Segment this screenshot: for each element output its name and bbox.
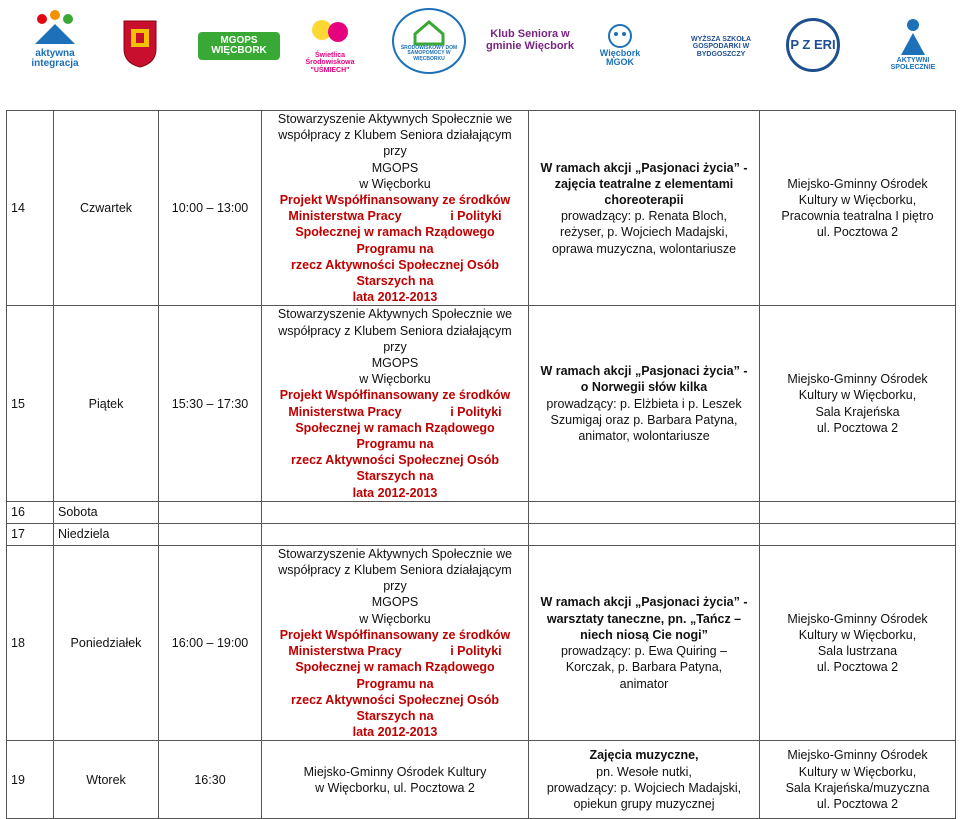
table-row	[7, 501, 956, 523]
project-line: lata 2012-2013	[352, 290, 438, 305]
organizer-line: w Więcborku	[359, 611, 431, 626]
weekday: Czwartek	[54, 111, 159, 306]
mgops-logo	[198, 32, 280, 60]
venue-line: Kultury w Więcborku,	[798, 764, 917, 779]
activity-title-line: W ramach akcji „Pasjonaci życia” -	[540, 364, 748, 379]
venue-line: Kultury w Więcborku,	[798, 193, 917, 208]
activity-title-line: W ramach akcji „Pasjonaci życia” -	[540, 595, 748, 610]
logo-text: WYŻSZA SZKOŁA GOSPODARKI W BYDGOSZCZY	[690, 35, 751, 58]
venue-line: ul. Pocztowa 2	[816, 225, 899, 240]
venue-cell	[760, 545, 956, 740]
logo-text: Świetlica Środowiskowa "UŚMIECH"	[305, 51, 355, 74]
schedule-table	[6, 110, 956, 819]
table-row	[7, 523, 956, 545]
venue-cell	[760, 523, 956, 545]
organizer-line: Stowarzyszenie Aktywnych Społecznie we	[277, 112, 513, 126]
house-icon	[413, 20, 445, 46]
project-line: rzecz Aktywności Społecznej Osób Starszych na	[291, 453, 499, 484]
project-line: Ministerstwa Pracy i Polityki	[288, 644, 502, 659]
project-line: Projekt Współfinansowany ze środków	[279, 388, 511, 403]
day-number: 16	[7, 501, 54, 523]
weekday: Sobota	[54, 501, 159, 523]
weekday: Piątek	[54, 306, 159, 501]
organizer-line: w Więcborku	[359, 176, 431, 191]
activity-detail-line: prowadzący: p. Wojciech Madajski,	[546, 780, 742, 795]
weekday: Poniedziałek	[54, 545, 159, 740]
project-line: Społecznej w ramach Rządowego Programu na	[295, 660, 495, 691]
logo-text: AKTYWNI SPOŁECZNIE	[890, 56, 936, 71]
organizer-line: współpracy z Klubem Seniora działającym przy	[278, 563, 512, 594]
venue-line: Kultury w Więcborku,	[798, 388, 917, 403]
organizer-cell	[262, 306, 529, 501]
time-range: 16:00 – 19:00	[159, 545, 262, 740]
organizer-line: Miejsko-Gminny Ośrodek Kultury	[303, 764, 487, 779]
day-number: 18	[7, 545, 54, 740]
project-line: rzecz Aktywności Społecznej Osób Starszych na	[291, 257, 499, 289]
dom-samopomocy-logo	[392, 8, 466, 74]
organizer-cell	[262, 545, 529, 740]
organizer-line: MGOPS	[371, 160, 419, 175]
organizer-line: w Więcborku	[359, 372, 431, 387]
organizer-cell	[262, 111, 529, 306]
time-range	[159, 501, 262, 523]
logo-text: Klub Seniora w gminie Więcbork	[486, 28, 574, 52]
activity-detail-line: Korczak, p. Barbara Patyna,	[565, 660, 723, 675]
project-line: Ministerstwa Pracy i Polityki	[288, 404, 502, 419]
activity-cell	[529, 111, 760, 306]
swietlica-logo	[300, 18, 360, 74]
weekday: Wtorek	[54, 741, 159, 819]
mask-icon	[607, 23, 633, 49]
wyzsza-szkola-logo	[678, 30, 764, 64]
activity-detail-line: Szumigaj oraz p. Barbara Patyna,	[550, 412, 738, 427]
activity-detail-line: reżyser, p. Wojciech Madajski,	[560, 225, 728, 240]
people-icon	[893, 17, 933, 57]
venue-line: Pracownia teatralna I piętro	[781, 209, 934, 224]
logo-strip	[0, 0, 960, 100]
project-line: Ministerstwa Pracy i Polityki	[288, 209, 502, 224]
table-row	[7, 741, 956, 819]
project-line: Projekt Współfinansowany ze środków	[279, 627, 511, 642]
table-row	[7, 306, 956, 501]
venue-line: ul. Pocztowa 2	[816, 660, 899, 675]
logo-text: P Z ERI	[790, 37, 836, 53]
activity-detail-line: oprawa muzyczna, wolontariusze	[551, 241, 737, 256]
day-number: 15	[7, 306, 54, 501]
project-line: lata 2012-2013	[352, 485, 438, 500]
project-line: Społecznej w ramach Rządowego Programu na	[295, 225, 495, 256]
activity-title-line: choreoterapii	[604, 193, 684, 208]
venue-line: Miejsko-Gminny Ośrodek	[787, 176, 928, 191]
activity-cell	[529, 523, 760, 545]
venue-cell	[760, 741, 956, 819]
organizer-cell	[262, 523, 529, 545]
logo-text: MGOPS WIĘCBORK	[211, 34, 267, 56]
aktywna-integracja-logo	[20, 4, 90, 74]
organizer-line: Stowarzyszenie Aktywnych Społecznie we	[277, 546, 513, 561]
logo-text: ŚRODOWISKOWY DOM SAMOPOMOCY W WIĘCBORKU	[400, 45, 458, 62]
activity-cell	[529, 501, 760, 523]
activity-title-line: zajęcia teatralne z elementami	[554, 176, 734, 191]
activity-title-line: o Norwegii słów kilka	[580, 380, 708, 395]
venue-line: Miejsko-Gminny Ośrodek	[787, 748, 928, 763]
day-number: 14	[7, 111, 54, 306]
project-line: Projekt Współfinansowany ze środków	[279, 193, 511, 208]
time-range: 15:30 – 17:30	[159, 306, 262, 501]
activity-detail-line: animator	[619, 676, 669, 691]
organizer-line: MGOPS	[371, 356, 419, 371]
logo-text: Więcbork MGOK	[599, 47, 641, 67]
star-figures-icon	[30, 9, 80, 49]
activity-title-line: Zajęcia muzyczne,	[589, 748, 699, 763]
activity-cell	[529, 306, 760, 501]
time-range: 10:00 – 13:00	[159, 111, 262, 306]
shield-icon	[122, 19, 158, 69]
activity-detail-line: prowadzący: p. Elżbieta i p. Leszek	[546, 396, 742, 411]
weekday: Niedziela	[54, 523, 159, 545]
table-row	[7, 545, 956, 740]
time-range	[159, 523, 262, 545]
activity-title-line: W ramach akcji „Pasjonaci życia” -	[540, 160, 748, 175]
coat-of-arms-logo	[122, 18, 158, 70]
activity-detail-line: prowadzący: p. Renata Bloch,	[560, 209, 728, 224]
venue-cell	[760, 306, 956, 501]
table-row	[7, 111, 956, 306]
organizer-cell	[262, 501, 529, 523]
activity-detail-line: opiekun grupy muzycznej	[573, 797, 715, 812]
activity-detail-line: prowadzący: p. Ewa Quiring –	[560, 644, 728, 659]
project-line: Społecznej w ramach Rządowego Programu na	[295, 420, 495, 452]
activity-title-line: niech niosą Cie nogi”	[580, 627, 708, 642]
venue-line: ul. Pocztowa 2	[816, 797, 899, 812]
klub-seniora-logo	[485, 26, 575, 56]
organizer-cell	[262, 741, 529, 819]
activity-detail-line: animator, wolontariusze	[578, 428, 710, 443]
venue-line: Kultury w Więcborku,	[798, 627, 917, 642]
organizer-line: współpracy z Klubem Seniora działającym przy	[278, 128, 512, 159]
activity-cell	[529, 741, 760, 819]
pzeri-logo	[786, 18, 840, 72]
logo-text: aktywna integracja	[31, 47, 79, 69]
venue-cell	[760, 501, 956, 523]
organizer-line: współpracy z Klubem Seniora działającym przy	[278, 323, 512, 354]
venue-line: Miejsko-Gminny Ośrodek	[787, 372, 928, 387]
day-number: 19	[7, 741, 54, 819]
venue-cell	[760, 111, 956, 306]
day-number: 17	[7, 523, 54, 545]
organizer-line: Stowarzyszenie Aktywnych Społecznie we	[277, 307, 513, 322]
activity-title-line: warsztaty taneczne, pn. „Tańcz –	[546, 611, 742, 626]
time-range: 16:30	[159, 741, 262, 819]
organizer-line: w Więcborku, ul. Pocztowa 2	[315, 780, 475, 795]
mgok-logo	[596, 18, 644, 72]
venue-line: Sala Krajeńska	[815, 404, 900, 419]
activity-detail-line: pn. Wesołe nutki,	[596, 764, 692, 779]
organizer-line: MGOPS	[371, 595, 419, 610]
activity-cell	[529, 545, 760, 740]
venue-line: ul. Pocztowa 2	[816, 420, 899, 435]
venue-line: Sala Krajeńska/muzyczna	[785, 780, 930, 795]
children-icon	[308, 18, 352, 52]
project-line: lata 2012-2013	[352, 725, 438, 740]
aktywni-spolecznie-logo	[880, 8, 946, 80]
project-line: rzecz Aktywności Społecznej Osób Starszych na	[291, 692, 499, 723]
venue-line: Sala lustrzana	[817, 644, 898, 659]
venue-line: Miejsko-Gminny Ośrodek	[787, 611, 928, 626]
